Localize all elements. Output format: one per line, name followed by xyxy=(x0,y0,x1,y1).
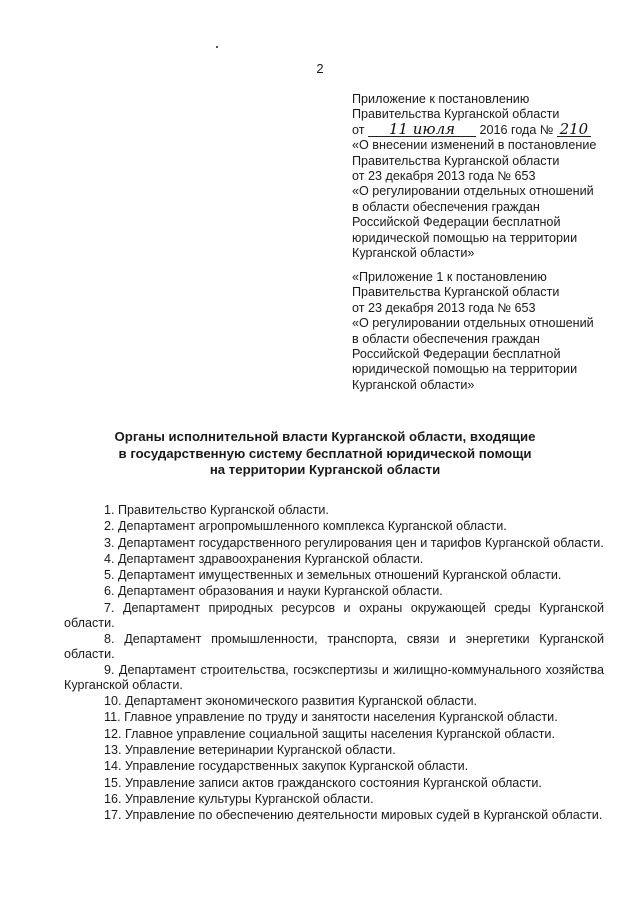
handwritten-number: 210 xyxy=(557,123,591,137)
heading-line: на территории Курганской области xyxy=(209,462,441,477)
appendix-line: «О регулировании отдельных отношений xyxy=(352,184,594,199)
list-item: 13. Управление ветеринарии Курганской области. xyxy=(104,742,396,757)
appendix-line: «Приложение 1 к постановлению xyxy=(352,270,547,284)
appendix-line: Приложение к постановлению xyxy=(352,92,530,106)
appendix-line: Российской Федерации бесплатной xyxy=(352,347,561,362)
list-item: 16. Управление культуры Курганской области. xyxy=(104,791,374,806)
list-item: 9. Департамент строительства, госэкспертизы и жилищно-коммунального хозяйства Курганской области. xyxy=(64,662,604,692)
year-text: 2016 года № xyxy=(479,122,554,137)
appendix-line: от 23 декабря 2013 года № 653 xyxy=(352,169,536,184)
list-item: 7. Департамент природных ресурсов и охраны окружающей среды Курганской области. xyxy=(64,600,604,630)
date-prefix: от xyxy=(352,122,365,137)
list-item: 3. Департамент государственного регулирования цен и тарифов Курганской области. xyxy=(104,535,604,550)
handwritten-date: 11 июля xyxy=(368,123,476,137)
list-item: 2. Департамент агропромышленного комплекса Курганской области. xyxy=(104,519,507,534)
scan-speck xyxy=(216,46,218,48)
appendix-line: в области обеспечения граждан xyxy=(352,199,540,214)
appendix-line: Курганской области» xyxy=(352,246,475,261)
appendix-line: Российской Федерации бесплатной xyxy=(352,215,561,230)
list-item: 4. Департамент здравоохранения Курганской области. xyxy=(104,551,424,566)
list-item: 1. Правительство Курганской области. xyxy=(104,503,329,517)
appendix-line: «О регулировании отдельных отношений xyxy=(352,316,594,331)
appendix-line: Правительства Курганской области xyxy=(352,153,560,168)
appendix-line: в области обеспечения граждан xyxy=(352,331,540,346)
list-item: 15. Управление записи актов гражданского состояния Курганской области. xyxy=(104,775,542,790)
list-item: 11. Главное управление по труду и занятости населения Курганской области. xyxy=(104,710,558,725)
list-item: 17. Управление по обеспечению деятельности мировых судей в Курганской области. xyxy=(104,808,603,823)
document-heading xyxy=(60,429,590,479)
appendix-line: Курганской области» xyxy=(352,377,475,392)
organization-list xyxy=(64,503,604,824)
page-number: 2 xyxy=(316,61,324,76)
heading-line: Органы исполнительной власти Курганской области, входящие xyxy=(114,429,536,444)
list-item: 8. Департамент промышленности, транспорта, связи и энергетики Курганской области. xyxy=(64,631,604,661)
appendix-line: от 23 декабря 2013 года № 653 xyxy=(352,300,536,315)
appendix-line: «О внесении изменений в постановление xyxy=(352,138,597,153)
appendix-line: юридической помощью на территории xyxy=(352,362,578,377)
appendix-header xyxy=(352,92,616,261)
appendix-line: Правительства Курганской области xyxy=(352,107,560,122)
list-item: 14. Управление государственных закупок Курганской области. xyxy=(104,759,469,774)
appendix-inner xyxy=(352,270,616,393)
appendix-line: юридической помощью на территории xyxy=(352,230,578,245)
heading-line: в государственную систему бесплатной юридической помощи xyxy=(118,445,532,461)
appendix-date-line xyxy=(352,119,616,138)
list-item: 6. Департамент образования и науки Курганской области. xyxy=(104,584,443,599)
list-item: 12. Главное управление социальной защиты населения Курганской области. xyxy=(104,726,555,741)
appendix-line: Правительства Курганской области xyxy=(352,285,560,300)
list-item: 5. Департамент имущественных и земельных отношений Курганской области. xyxy=(104,568,562,583)
list-item: 10. Департамент экономического развития Курганской области. xyxy=(104,694,478,709)
